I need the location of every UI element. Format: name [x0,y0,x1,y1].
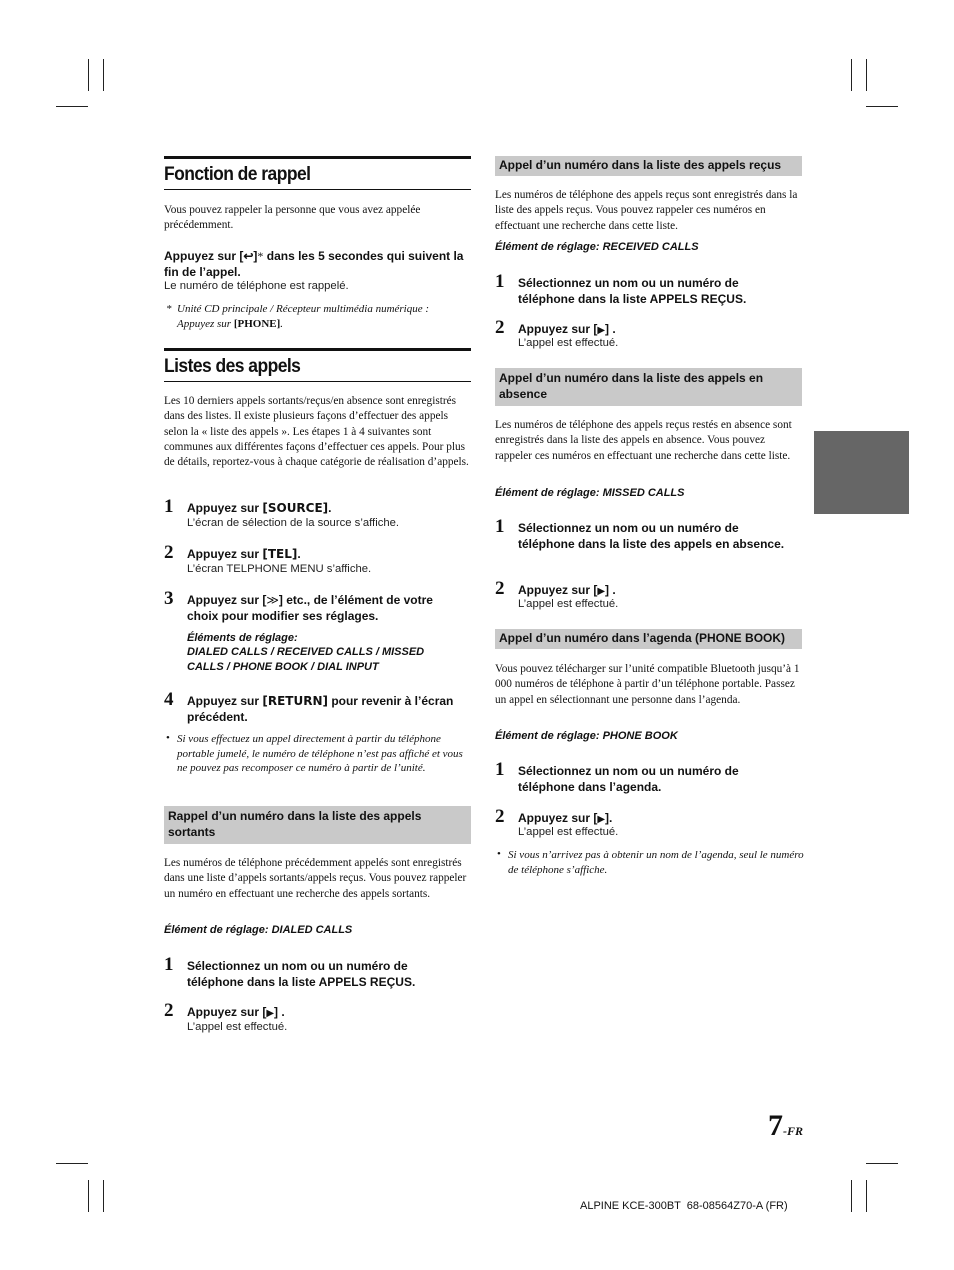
step-text: Appuyez sur [▶]. [518,811,613,825]
subheading-sortants: Rappel d’un numéro dans la liste des appels sortants [164,806,471,844]
forward-icon: ≫ [266,593,279,607]
absence-setting: Élément de réglage: MISSED CALLS [495,487,685,499]
crop-mark [866,1180,867,1212]
rappel-step: Appuyez sur [↩]* dans les 5 secondes qui suivent la fin de l’appel. [164,249,464,279]
key-label: [TEL] [262,547,298,561]
step-text: Sélectionnez un nom ou un numéro de téléphone dans la liste APPELS REÇUS. [518,276,747,306]
step-text: Appuyez sur [SOURCE]. [187,501,332,515]
setting-title: Éléments de réglage: [187,632,298,644]
heading-text: Fonction de rappel [164,164,311,185]
step-number: 2 [164,1000,174,1021]
step-number: 1 [164,954,174,975]
sortants-intro: Les numéros de téléphone précédemment appelés sont enregistrés dans une liste d’appels sortants/appels reçus. Vous pouvez rappeler un numéro en effectuant une recherche des appels sortants. [164,857,467,900]
step-note: L’écran de sélection de la source s’affiche. [187,517,400,529]
setting-items: DIALED CALLS / RECEIVED CALLS / MISSED CALLS / PHONE BOOK / DIAL INPUT [187,646,425,673]
key-label: [SOURCE] [262,501,329,515]
rappel-footnote-mark: * [166,303,172,315]
crop-mark [866,106,898,107]
crop-mark [56,106,88,107]
crop-mark [851,1180,852,1212]
step-note: L’écran TELPHONE MENU s’affiche. [187,563,372,575]
step-text: Sélectionnez un nom ou un numéro de téléphone dans la liste APPELS REÇUS. [187,959,416,989]
step-text: Appuyez sur [▶] . [187,1005,285,1019]
step-number: 2 [495,317,505,338]
agenda-intro: Vous pouvez télécharger sur l’unité compatible Bluetooth jusqu’à 1 000 numéros de téléphone à partir d’un téléphone portable. Passez un appel en sélectionnant une personne dans l’agenda. [495,663,800,706]
crop-mark [103,1180,104,1212]
step-text: Appuyez sur [RETURN] pour revenir à l’écran précédent. [187,694,454,724]
crop-mark [866,1163,898,1164]
step-number: 1 [495,271,505,292]
crop-mark [88,59,89,91]
side-tab [814,431,909,514]
step-note: L’appel est effectué. [187,1021,288,1033]
step-number: 2 [164,542,174,563]
page-number: 7-FR [768,1109,804,1142]
step-number: 2 [495,578,505,599]
heading-text: Listes des appels [164,356,301,377]
step-number: 2 [495,806,505,827]
step-text: Sélectionnez un nom ou un numéro de téléphone dans la liste des appels en absence. [518,521,785,551]
crop-mark [103,59,104,91]
recus-intro: Les numéros de téléphone des appels reçus sont enregistrés dans la liste des appels reçus. Vous pouvez rappeler ces numéros en effectuant une recherche dans cette liste. [495,189,798,232]
subheading-agenda: Appel d’un numéro dans l’agenda (PHONE BOOK) [495,629,802,649]
crop-mark [851,59,852,91]
play-icon: ▶ [597,586,606,597]
agenda-note: Si vous n’arrivez pas à obtenir un nom de l’agenda, seul le numéro de téléphone s’affiche. [508,849,804,876]
crop-mark [866,59,867,91]
step-text: Appuyez sur [▶] . [518,583,616,597]
step-number: 4 [164,689,174,710]
play-icon: ▶ [597,325,606,336]
step-text: Appuyez sur [≫] etc., de l’élément de votre choix pour modifier ses réglages. [187,593,433,623]
play-icon: ▶ [266,1008,275,1019]
section-heading-rappel [164,156,471,190]
rappel-footnote: Unité CD principale / Récepteur multimédia numérique : Appuyez sur [PHONE]. [177,303,430,330]
step-text: Appuyez sur [TEL]. [187,547,301,561]
rappel-step-note: Le numéro de téléphone est rappelé. [164,280,349,292]
sortants-setting: Élément de réglage: DIALED CALLS [164,924,353,936]
step-note: L’appel est effectué. [518,598,619,610]
agenda-setting: Élément de réglage: PHONE BOOK [495,730,678,742]
model-info: ALPINE KCE-300BT 68-08564Z70-A (FR) [580,1200,788,1212]
step-number: 3 [164,588,174,609]
bullet: • [497,848,501,860]
step-text: Appuyez sur [▶] . [518,322,616,336]
recus-setting: Élément de réglage: RECEIVED CALLS [495,241,699,253]
key-label: [RETURN] [262,694,328,708]
step-note: L’appel est effectué. [518,337,619,349]
subheading-absence: Appel d’un numéro dans la liste des appels en absence [495,368,802,406]
listes-note: Si vous effectuez un appel directement à partir du téléphone portable jumelé, le numéro de téléphone n’est pas affiché et vous ne pouvez pas recomposer ce numéro à partir de l’unité. [177,733,463,775]
step-number: 1 [495,516,505,537]
step-number: 1 [495,759,505,780]
step-text: Sélectionnez un nom ou un numéro de téléphone dans l’agenda. [518,764,739,794]
crop-mark [88,1180,89,1212]
bullet: • [166,732,170,744]
rappel-intro: Vous pouvez rappeler la personne que vous avez appelée précédemment. [164,204,421,232]
phone-icon: ↩ [243,249,254,263]
absence-intro: Les numéros de téléphone des appels reçus restés en absence sont enregistrés dans la liste des appels en absence. Vous pouvez rappeler ces numéros en effectuant une recherche dans cette liste. [495,419,792,462]
subheading-recus: Appel d’un numéro dans la liste des appels reçus [495,156,802,176]
step-number: 1 [164,496,174,517]
play-icon: ▶ [597,814,606,825]
section-heading-listes [164,348,471,382]
crop-mark [56,1163,88,1164]
step-note: L’appel est effectué. [518,826,619,838]
listes-intro: Les 10 derniers appels sortants/reçus/en absence sont enregistrés dans des listes. Il existe plusieurs façons d’effectuer des appels selon la « liste des appels ». Les étapes 1 à 4 suivantes sont communes aux différentes façons d’effectuer ces appels. Pour plus de détails, reportez-vous à chaque catégorie de réalisation d’appels. [164,395,469,469]
